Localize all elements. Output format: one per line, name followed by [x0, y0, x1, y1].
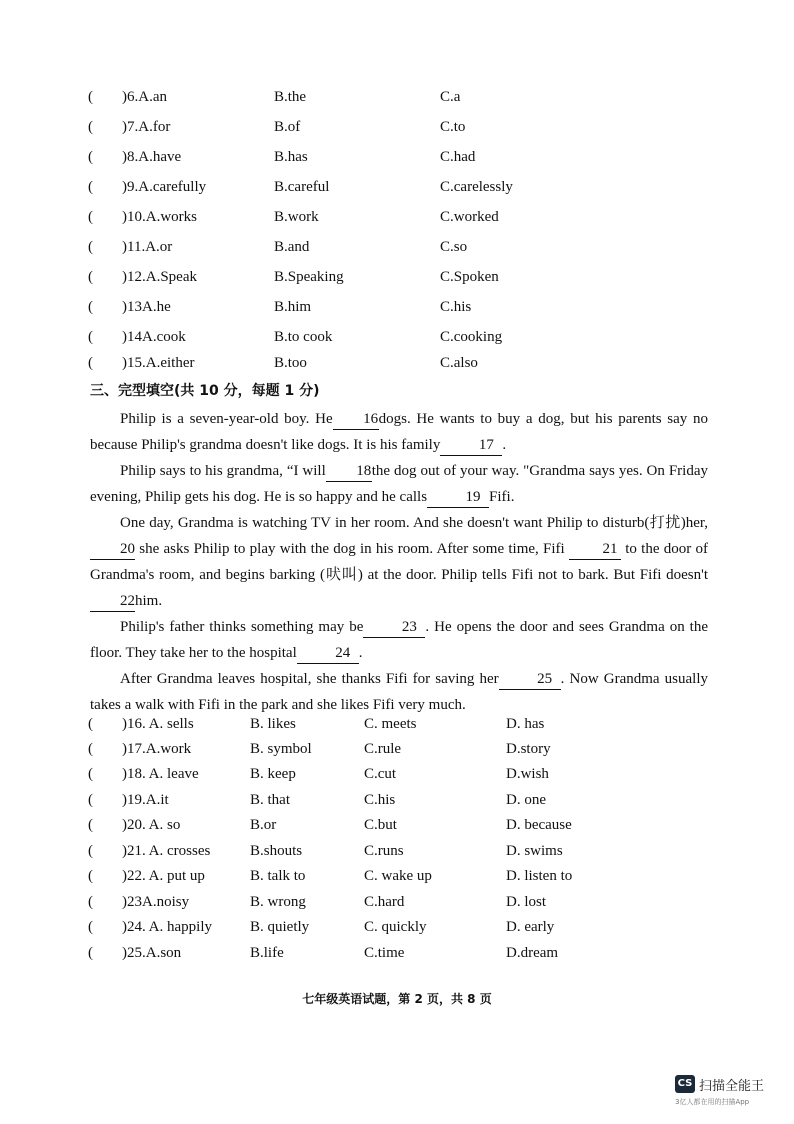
answer-paren: (	[88, 329, 93, 345]
passage-text: One day, Grandma is watching TV in her room. And she doesn't want Philip to disturb(打扰)her,	[120, 515, 708, 531]
option-b: B. quietly	[250, 919, 310, 935]
blank-19[interactable]: 19	[427, 487, 489, 508]
answer-paren: (	[88, 945, 93, 961]
watermark-name: 扫描全能王	[699, 1079, 765, 1094]
passage-paragraph	[90, 614, 708, 666]
option-a: )13A.he	[122, 299, 171, 315]
answer-paren: (	[88, 817, 93, 833]
option-c: C.but	[364, 817, 397, 833]
option-b: B. keep	[250, 766, 296, 782]
option-b: B.of	[274, 119, 301, 135]
option-c: C.his	[364, 792, 396, 808]
option-c: C.cut	[364, 766, 397, 782]
option-d: D. lost	[506, 894, 547, 910]
option-b: B.and	[274, 239, 310, 255]
option-c: C.had	[440, 149, 476, 165]
option-b: B.life	[250, 945, 284, 961]
question-row	[88, 209, 748, 231]
question-row	[88, 716, 748, 738]
option-b: B. symbol	[250, 741, 312, 757]
camscanner-logo-icon: CS	[675, 1075, 695, 1093]
blank-23[interactable]: 23	[363, 617, 425, 638]
option-a: )25.A.son	[122, 945, 182, 961]
passage-text: Philip is a seven-year-old boy. He	[120, 411, 333, 427]
answer-paren: (	[88, 179, 93, 195]
question-row	[88, 792, 748, 814]
option-a: )7.A.for	[122, 119, 171, 135]
option-c: C.Spoken	[440, 269, 499, 285]
option-d: D. listen to	[506, 868, 573, 884]
question-row	[88, 179, 748, 201]
passage-text: .	[502, 437, 507, 453]
option-a: )11.A.or	[122, 239, 173, 255]
option-a: )22. A. put up	[122, 868, 205, 884]
question-row	[88, 945, 748, 967]
option-d: D. swims	[506, 843, 563, 859]
option-c: C.a	[440, 89, 461, 105]
option-b: B.Speaking	[274, 269, 344, 285]
option-b: B.work	[274, 209, 319, 225]
option-c: C.hard	[364, 894, 405, 910]
option-b: B.him	[274, 299, 312, 315]
answer-paren: (	[88, 119, 93, 135]
option-d: D. because	[506, 817, 572, 833]
answer-paren: (	[88, 269, 93, 285]
question-row	[88, 89, 748, 111]
passage-text: to the door of Grandma's room, and begins barking (吠叫) at the door. Philip tells Fifi not to bark. But Fifi doesn't	[90, 541, 709, 583]
option-c: C.so	[440, 239, 468, 255]
option-a: )21. A. crosses	[122, 843, 211, 859]
answer-paren: (	[88, 355, 93, 371]
answer-paren: (	[88, 239, 93, 255]
watermark-tagline: 3亿人都在用的扫描App	[675, 1098, 750, 1106]
option-a: )10.A.works	[122, 209, 197, 225]
option-c: C.rule	[364, 741, 402, 757]
passage-text: dogs. He wants to buy a dog, but his parents say no because Philip's grandma doesn't like dogs. It is his family	[90, 411, 708, 453]
passage-paragraph	[90, 406, 708, 458]
page-footer: 七年级英语试题，第 2 页，共 8 页	[302, 992, 492, 1006]
option-c: C.cooking	[440, 329, 503, 345]
passage-text: .	[358, 645, 363, 661]
blank-16[interactable]: 16	[333, 409, 379, 430]
option-d: D.wish	[506, 766, 549, 782]
passage-text: him.	[135, 593, 163, 609]
option-d: D. early	[506, 919, 555, 935]
option-d: D. has	[506, 716, 545, 732]
option-a: )19.A.it	[122, 792, 169, 808]
option-d: D. one	[506, 792, 546, 808]
question-row	[88, 149, 748, 171]
option-c: C.time	[364, 945, 405, 961]
answer-paren: (	[88, 299, 93, 315]
option-d: D.dream	[506, 945, 559, 961]
option-b: B.the	[274, 89, 307, 105]
passage-paragraph	[90, 510, 708, 614]
answer-paren: (	[88, 843, 93, 859]
blank-25[interactable]: 25	[499, 669, 561, 690]
option-a: )20. A. so	[122, 817, 181, 833]
passage-text: the dog out of your way. "Grandma says yes. On Friday evening, Philip gets his dog. He is so happy and he calls	[90, 463, 708, 505]
option-a: )14A.cook	[122, 329, 186, 345]
question-row	[88, 239, 748, 261]
option-b: B. talk to	[250, 868, 306, 884]
question-row	[88, 741, 748, 763]
question-row	[88, 843, 748, 865]
question-row	[88, 119, 748, 141]
question-row	[88, 894, 748, 916]
question-row	[88, 299, 748, 321]
section-heading: 三、完型填空(共 10 分，每题 1 分)	[90, 383, 320, 399]
option-a: )9.A.carefully	[122, 179, 207, 195]
answer-paren: (	[88, 792, 93, 808]
question-row	[88, 919, 748, 941]
option-c: C. meets	[364, 716, 417, 732]
passage-paragraph	[90, 458, 708, 510]
option-c: C.runs	[364, 843, 404, 859]
option-b: B.careful	[274, 179, 330, 195]
option-b: B.too	[274, 355, 307, 371]
option-c: C.also	[440, 355, 478, 371]
blank-21[interactable]: 21	[569, 539, 621, 560]
answer-paren: (	[88, 894, 93, 910]
option-c: C.worked	[440, 209, 499, 225]
option-c: C.carelessly	[440, 179, 513, 195]
option-b: B. wrong	[250, 894, 306, 910]
blank-18[interactable]: 18	[326, 461, 372, 482]
option-b: B.or	[250, 817, 277, 833]
blank-24[interactable]: 24	[297, 643, 359, 664]
passage-text: Philip says to his grandma, “I will	[120, 463, 326, 479]
option-c: C.to	[440, 119, 466, 135]
option-a: )15.A.either	[122, 355, 195, 371]
answer-paren: (	[88, 868, 93, 884]
question-row	[88, 329, 748, 351]
option-a: )16. A. sells	[122, 716, 194, 732]
option-c: C.his	[440, 299, 472, 315]
answer-paren: (	[88, 741, 93, 757]
question-row	[88, 355, 748, 377]
answer-paren: (	[88, 716, 93, 732]
question-row	[88, 868, 748, 890]
cloze-passage	[90, 406, 708, 718]
passage-text: . Now Grandma usually takes a walk with Fifi in the park and she likes Fifi very much.	[90, 671, 708, 713]
question-row	[88, 269, 748, 291]
question-row	[88, 817, 748, 839]
passage-text: she asks Philip to play with the dog in his room. After some time, Fifi	[139, 541, 565, 557]
option-c: C. wake up	[364, 868, 432, 884]
option-a: )6.A.an	[122, 89, 167, 105]
passage-text: Fifi.	[489, 489, 515, 505]
passage-text: After Grandma leaves hospital, she thanks Fifi for saving her	[120, 671, 499, 687]
blank-17[interactable]: 17	[440, 435, 502, 456]
option-a: )24. A. happily	[122, 919, 212, 935]
answer-paren: (	[88, 149, 93, 165]
answer-paren: (	[88, 766, 93, 782]
answer-paren: (	[88, 89, 93, 105]
option-b: B.shouts	[250, 843, 303, 859]
answer-paren: (	[88, 209, 93, 225]
option-a: )18. A. leave	[122, 766, 199, 782]
passage-text: . He opens the door and sees Grandma on the floor. They take her to the hospital	[90, 619, 708, 661]
question-row	[88, 766, 748, 788]
option-a: )17.A.work	[122, 741, 192, 757]
option-b: B.to cook	[274, 329, 333, 345]
option-c: C. quickly	[364, 919, 427, 935]
option-b: B.has	[274, 149, 308, 165]
blank-20[interactable]: 20	[90, 539, 135, 560]
option-a: )23A.noisy	[122, 894, 190, 910]
option-b: B. that	[250, 792, 290, 808]
passage-paragraph	[90, 666, 708, 718]
option-a: )8.A.have	[122, 149, 182, 165]
answer-paren: (	[88, 919, 93, 935]
blank-22[interactable]: 22	[90, 591, 135, 612]
option-a: )12.A.Speak	[122, 269, 197, 285]
option-b: B. likes	[250, 716, 296, 732]
passage-text: Philip's father thinks something may be	[120, 619, 364, 635]
option-d: D.story	[506, 741, 551, 757]
